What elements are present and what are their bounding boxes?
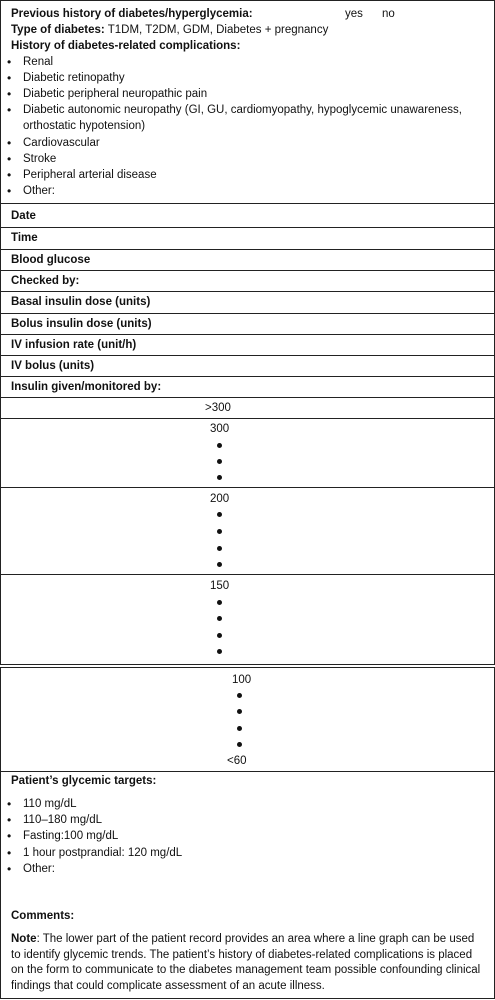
scale-label-150: 150 — [210, 580, 230, 592]
history-title: Previous history of diabetes/hyperglycemia: — [11, 8, 253, 20]
bullet: • — [7, 55, 12, 69]
complication-item: Stroke — [23, 153, 57, 165]
bullet: • — [7, 813, 12, 827]
row-checked-by-label[interactable]: Checked by: — [11, 275, 80, 287]
bullet: • — [7, 862, 12, 876]
bullet: • — [7, 168, 12, 182]
scale-dot — [237, 742, 242, 747]
target-item[interactable]: 1 hour postprandial: 120 mg/dL — [23, 847, 183, 859]
divider — [1, 270, 494, 271]
row-date-label[interactable]: Date — [11, 210, 36, 222]
bullet: • — [7, 71, 12, 85]
scale-dot — [217, 562, 222, 567]
bullet: • — [7, 184, 12, 198]
note-text: : The lower part of the patient record provides an area where a line graph can be used to identify glycemic trends. The patient’s history of diabetes-related complications is placed on the form to communicate to the diabetes management team possible confounding clinical findings that could complicate assessment of an acute illness. — [11, 933, 481, 992]
row-insulin-given-label[interactable]: Insulin given/monitored by: — [11, 381, 162, 393]
row-bolus-insulin-label[interactable]: Bolus insulin dose (units) — [11, 318, 152, 330]
row-time-label[interactable]: Time — [11, 232, 38, 244]
note-paragraph — [11, 932, 486, 994]
divider — [1, 397, 494, 398]
bullet: • — [7, 797, 12, 811]
divider — [1, 227, 494, 228]
note-label: Note — [11, 933, 37, 945]
bullet: • — [7, 152, 12, 166]
complication-item: Peripheral arterial disease — [23, 169, 157, 181]
diabetes-type-label: Type of diabetes: — [11, 24, 105, 36]
scale-dot — [217, 512, 222, 517]
comments-label: Comments: — [11, 910, 75, 922]
divider — [1, 376, 494, 377]
row-basal-insulin-label[interactable]: Basal insulin dose (units) — [11, 296, 151, 308]
complication-item: Diabetic peripheral neuropathic pain — [23, 88, 208, 100]
scale-label-100: 100 — [232, 674, 252, 686]
divider — [1, 771, 494, 772]
complication-item: Other: — [23, 185, 55, 197]
divider — [1, 249, 494, 250]
row-iv-bolus-label[interactable]: IV bolus (units) — [11, 360, 95, 372]
scale-label-300: 300 — [210, 423, 230, 435]
diabetes-type-values: T1DM, T2DM, GDM, Diabetes + pregnancy — [107, 24, 329, 36]
scale-dot — [217, 459, 222, 464]
diabetes-type-line — [11, 24, 328, 36]
complication-item: Diabetic retinopathy — [23, 72, 125, 84]
complication-item: Cardiovascular — [23, 137, 100, 149]
row-iv-infusion-label[interactable]: IV infusion rate (unit/h) — [11, 339, 137, 351]
scale-gridline — [1, 487, 494, 488]
scale-dot — [217, 649, 222, 654]
target-item[interactable]: 110 mg/dL — [23, 798, 77, 810]
history-yes-option[interactable]: yes — [345, 8, 363, 20]
complication-item-continuation: orthostatic hypotension) — [23, 120, 146, 132]
scale-dot — [237, 726, 242, 731]
scale-dot — [217, 546, 222, 551]
scale-dot — [217, 616, 222, 621]
divider — [1, 355, 494, 356]
divider — [1, 313, 494, 314]
patient-record-form-lower — [0, 667, 495, 999]
scale-gridline — [1, 574, 494, 575]
target-item[interactable]: 110–180 mg/dL — [23, 814, 103, 826]
scale-label-below-60: <60 — [227, 755, 247, 767]
scale-dot — [217, 633, 222, 638]
bullet: • — [7, 103, 12, 117]
complication-item: Renal — [23, 56, 54, 68]
scale-dot — [217, 529, 222, 534]
scale-label-200: 200 — [210, 493, 230, 505]
bullet: • — [7, 136, 12, 150]
bullet: • — [7, 87, 12, 101]
scale-gridline — [1, 418, 494, 419]
glycemic-targets-title: Patient’s glycemic targets: — [11, 775, 157, 787]
complication-item: Diabetic autonomic neuropathy (GI, GU, cardiomyopathy, hypoglycemic unawareness, — [23, 104, 462, 116]
scale-dot — [217, 443, 222, 448]
scale-dot — [237, 693, 242, 698]
bullet: • — [7, 829, 12, 843]
scale-dot — [217, 475, 222, 480]
divider — [1, 334, 494, 335]
target-item[interactable]: Other: — [23, 863, 55, 875]
scale-dot — [237, 709, 242, 714]
history-no-option[interactable]: no — [382, 8, 395, 20]
row-blood-glucose-label[interactable]: Blood glucose — [11, 254, 91, 266]
scale-label-above-300: >300 — [205, 402, 231, 414]
divider — [1, 291, 494, 292]
complications-title: History of diabetes-related complications: — [11, 40, 241, 52]
divider — [1, 203, 494, 204]
scale-dot — [217, 600, 222, 605]
bullet: • — [7, 846, 12, 860]
target-item[interactable]: Fasting:100 mg/dL — [23, 830, 119, 842]
